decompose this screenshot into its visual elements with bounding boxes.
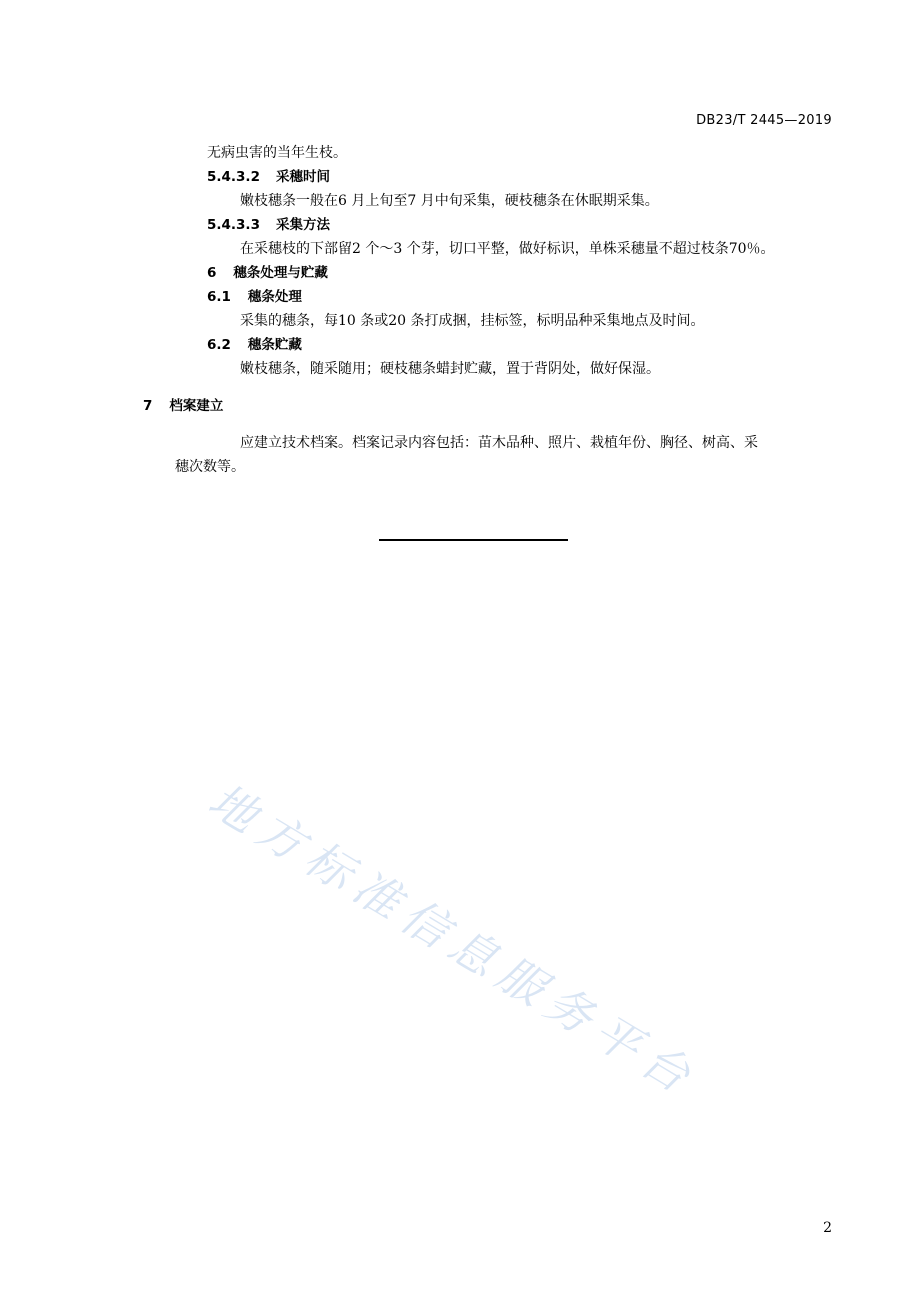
heading-number: 7 — [143, 398, 153, 414]
paragraph-continuation: 无病虫害的当年生枝。 — [207, 145, 347, 161]
heading-6-2 — [207, 335, 302, 355]
heading-number: 5.4.3.2 — [207, 169, 260, 185]
heading-title: 穗条贮藏 — [247, 337, 302, 353]
heading-5-4-3-2 — [207, 167, 330, 187]
heading-6-1 — [207, 287, 302, 307]
paragraph-7-line-2: 穗次数等。 — [175, 459, 245, 475]
end-of-text-divider — [379, 539, 568, 541]
heading-number: 5.4.3.3 — [207, 217, 260, 233]
heading-title: 穗条处理 — [247, 289, 302, 305]
paragraph-7-line-1: 应建立技术档案。档案记录内容包括：苗木品种、照片、栽植年份、胸径、树高、采 — [240, 435, 758, 451]
heading-7 — [143, 396, 223, 416]
heading-title: 档案建立 — [169, 398, 224, 414]
document-code: DB23/T 2445—2019 — [696, 113, 832, 128]
heading-title: 穗条处理与贮藏 — [233, 265, 328, 281]
heading-number: 6.2 — [207, 337, 231, 353]
paragraph-6-1: 采集的穗条，每10 条或20 条打成捆，挂标签，标明品种采集地点及时间。 — [240, 313, 705, 329]
heading-6 — [207, 263, 328, 283]
paragraph-6-2: 嫩枝穗条，随采随用；硬枝穗条蜡封贮藏，置于背阴处，做好保湿。 — [240, 361, 660, 377]
heading-5-4-3-3 — [207, 215, 330, 235]
paragraph-5-4-3-3: 在采穗枝的下部留2 个～3 个芽，切口平整，做好标识，单株采穗量不超过枝条70％。 — [240, 241, 775, 257]
page-number: 2 — [823, 1220, 832, 1236]
heading-title: 采集方法 — [275, 217, 330, 233]
heading-number: 6 — [207, 265, 217, 281]
heading-number: 6.1 — [207, 289, 231, 305]
paragraph-5-4-3-2: 嫩枝穗条一般在6 月上旬至7 月中旬采集，硬枝穗条在休眠期采集。 — [240, 193, 659, 209]
watermark: 地方标准信息服务平台 — [199, 772, 708, 1108]
heading-title: 采穗时间 — [275, 169, 330, 185]
